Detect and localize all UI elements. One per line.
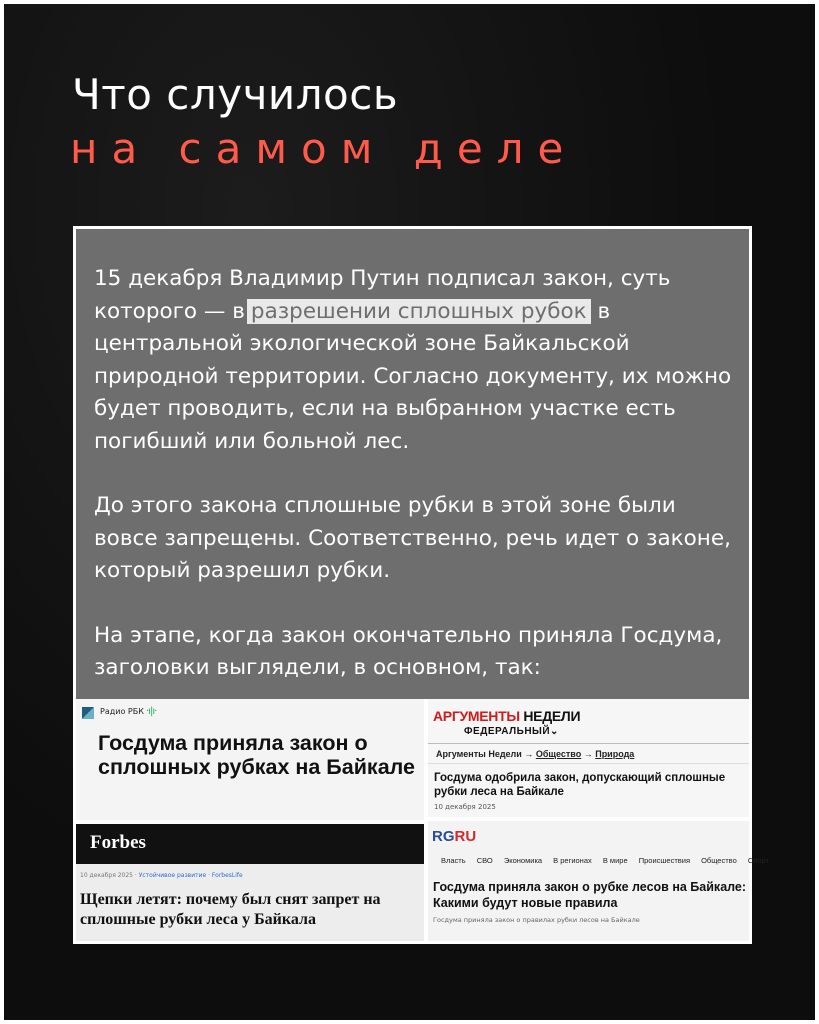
rg-logo-b: RU (454, 828, 477, 845)
breadcrumb-arrow: → (521, 749, 536, 759)
p1-end: в центральной экологической зоне Байкальской природной территории. Согласно документу, их можно будет проводить, если на выбранном участке есть погибший или больной лес. (94, 298, 732, 454)
paragraph-3: На этапе, когда закон окончательно приняла Госдума, заголовки выглядели, в основном, так: (94, 622, 723, 680)
an-logo-a: АРГУМЕНТЫ (433, 708, 524, 724)
an-edition: ФЕДЕРАЛЬНЫЙ⌄ (464, 726, 559, 737)
forbes-meta (80, 872, 243, 879)
forbes-header (76, 824, 424, 864)
rg-screenshot (428, 821, 769, 941)
rg-headline: Госдума приняла закон о рубке лесов на Байкале: Какими будут новые правила (433, 880, 747, 910)
forbes-logo: Forbes (90, 832, 146, 853)
forbes-tag-1: Устойчивое развитие (138, 872, 207, 879)
p1-start: 15 декабря Владимир Путин подписал закон, суть которого — в (94, 266, 671, 324)
rbc-screenshot (76, 699, 424, 820)
rg-nav (441, 856, 778, 865)
highlighted-phrase: разрешении сплошных рубок (247, 299, 591, 324)
breadcrumb (436, 749, 634, 759)
divider (428, 763, 749, 764)
body-text (94, 263, 734, 717)
rg-nav-item: Происшествия (638, 856, 690, 865)
an-logo (433, 708, 580, 724)
forbes-screenshot (76, 824, 424, 941)
forbes-tag-2: ForbesLife (211, 872, 243, 879)
headline-screenshots (76, 699, 769, 941)
breadcrumb-1: Аргументы Недели (436, 749, 522, 759)
meta-separator: · (132, 872, 139, 879)
an-date: 10 декабря 2025 (434, 803, 496, 811)
forbes-date: 10 декабря 2025 (80, 872, 133, 879)
rbc-source: Радио РБК (100, 707, 144, 716)
rg-nav-item: СВО (476, 856, 493, 865)
rg-nav-item: Власть (441, 856, 466, 865)
rg-logo (432, 828, 476, 845)
breadcrumb-3: Природа (595, 749, 635, 759)
rg-nav-item: В мире (602, 856, 628, 865)
rg-nav-item: Экономика (503, 856, 543, 865)
content-panel (73, 226, 769, 944)
meta-separator: · (206, 872, 212, 879)
rg-nav-item: Общество (701, 856, 737, 865)
radio-wave-icon: ·ı|ı· (146, 706, 157, 717)
rg-logo-a: RG (432, 828, 455, 845)
rg-subheadline: Госдума приняла закон о правилах рубки лесов на Байкале (433, 916, 640, 924)
paragraph-2: До этого закона сплошные рубки в этой зоне были вовсе запрещены. Соответственно, речь идет о законе, который разрешил рубки. (94, 493, 731, 583)
rg-nav-item: Спорт (747, 856, 769, 865)
an-logo-b: НЕДЕЛИ (523, 708, 581, 724)
divider (428, 743, 749, 744)
breadcrumb-2: Общество (535, 749, 582, 759)
an-screenshot (428, 699, 749, 817)
paragraph-1 (94, 263, 734, 458)
forbes-headline: Щепки летят: почему был снят запрет на сплошные рубки леса у Байкала (80, 891, 381, 928)
rbc-logo-icon (82, 707, 94, 719)
breadcrumb-arrow: → (581, 749, 596, 759)
rg-nav-item: В регионах (553, 856, 592, 865)
title-line-1: Что случилось (72, 70, 399, 119)
title-line-2-accent: на самом деле (70, 124, 578, 173)
rbc-headline: Госдума приняла закон о сплошных рубках на Байкале (98, 731, 415, 779)
an-headline: Госдума одобрила закон, допускающий сплошные рубки леса на Байкале (434, 772, 726, 798)
